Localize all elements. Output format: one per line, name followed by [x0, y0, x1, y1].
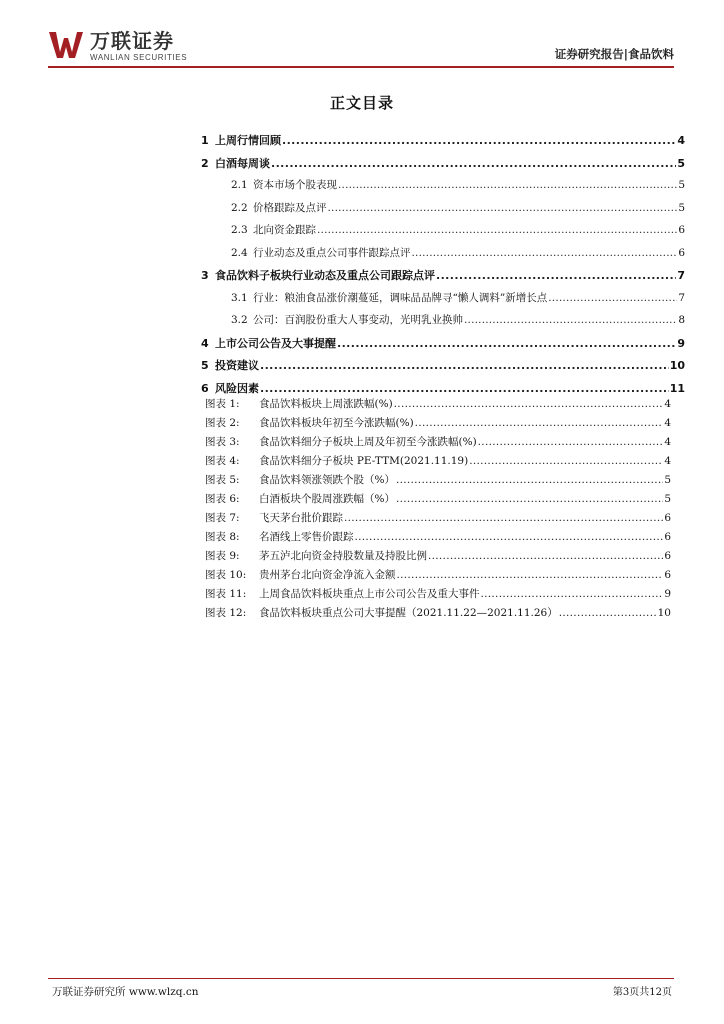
- toc-entry-title: 白酒每周谈: [215, 156, 270, 170]
- toc-entry[interactable]: [201, 290, 685, 313]
- figure-entry[interactable]: [205, 548, 671, 567]
- figure-entry-page: 5: [664, 474, 671, 486]
- toc-entry-number: 2.2: [231, 201, 248, 214]
- toc-entry-title: 资本市场个股表现: [253, 179, 337, 191]
- figure-entry[interactable]: [205, 510, 671, 529]
- toc-entry[interactable]: [201, 267, 685, 290]
- page-number: 第3页共12页: [612, 987, 672, 998]
- toc-entry-page: 9: [677, 336, 685, 350]
- table-of-contents: [201, 132, 685, 402]
- toc-entry-title: 上市公司公告及大事提醒: [215, 336, 336, 350]
- figure-entry[interactable]: [205, 453, 671, 472]
- toc-entry-number: 2.3: [231, 224, 248, 236]
- figure-entry-title: 名酒线上零售价跟踪: [259, 531, 354, 543]
- toc-entry-page: 6: [678, 224, 685, 236]
- toc-entry-number: 4: [201, 336, 209, 350]
- figure-entry-page: 6: [664, 550, 671, 562]
- toc-entry-page: 5: [678, 179, 685, 191]
- page-header: [48, 30, 674, 70]
- figure-entry-title: 食品饮料细分子板块上周及年初至今涨跌幅(%): [259, 436, 477, 448]
- figure-leader-dots: [396, 493, 663, 505]
- toc-entry-title: 公司：百润股份重大人事变动，光明乳业换帅: [253, 314, 463, 326]
- figure-leader-dots: [355, 531, 664, 543]
- figure-entry[interactable]: [205, 434, 671, 453]
- toc-leader-dots: [282, 134, 676, 147]
- toc-entry[interactable]: [201, 335, 685, 358]
- toc-entry-page: 7: [677, 269, 685, 282]
- figure-entry-page: 6: [664, 569, 671, 581]
- toc-entry[interactable]: [201, 200, 685, 223]
- toc-entry-title: 投资建议: [215, 359, 259, 372]
- figure-entry[interactable]: [205, 605, 671, 624]
- toc-entry-title: 食品饮料子板块行业动态及重点公司跟踪点评: [215, 269, 435, 282]
- figure-entry-label: 图表 4:: [205, 455, 240, 467]
- figure-entry-title: 飞天茅台批价跟踪: [259, 512, 343, 524]
- figure-entry-page: 4: [664, 455, 671, 467]
- toc-leader-dots: [412, 247, 678, 259]
- toc-entry-number: 3.1: [231, 291, 248, 304]
- toc-entry-page: 5: [678, 201, 685, 214]
- toc-entry-title: 行业：粮油食品涨价潮蔓延，调味品品牌寻“懒人调料”新增长点: [253, 291, 548, 304]
- toc-entry-title: 行业动态及重点公司事件跟踪点评: [253, 246, 411, 259]
- figure-entry-label: 图表 10:: [205, 569, 247, 581]
- toc-entry-number: 3.2: [231, 314, 248, 326]
- toc-entry-page: 10: [669, 359, 685, 372]
- wanlian-w-logo-icon: [48, 30, 84, 60]
- figure-entry-page: 9: [664, 588, 671, 600]
- report-category: 证券研究报告|食品饮料: [554, 47, 674, 61]
- figure-leader-dots: [481, 588, 664, 600]
- figure-entry-title: 食品饮料细分子板块 PE-TTM(2021.11.19): [259, 455, 469, 467]
- figure-leader-dots: [396, 474, 663, 486]
- figure-entry-title: 贵州茅台北向资金净流入金额: [259, 569, 396, 581]
- toc-leader-dots: [260, 359, 669, 372]
- figure-entry-title: 食品饮料板块年初至今涨跌幅(%): [259, 417, 414, 429]
- toc-entry-title: 北向资金跟踪: [253, 224, 316, 236]
- footer-divider: [48, 978, 674, 979]
- figure-leader-dots: [415, 417, 664, 429]
- figure-entry-label: 图表 3:: [205, 436, 240, 448]
- toc-leader-dots: [337, 337, 676, 350]
- figure-entry-label: 图表 2:: [205, 417, 240, 429]
- figure-entry-title: 白酒板块个股周涨跌幅（%）: [259, 493, 395, 505]
- figure-entry[interactable]: [205, 396, 671, 415]
- toc-entry-number: 1: [201, 134, 209, 147]
- toc-entry-number: 2.4: [231, 246, 248, 259]
- figure-entry-label: 图表 11:: [205, 588, 247, 600]
- figure-entry[interactable]: [205, 529, 671, 548]
- toc-entry-number: 3: [201, 269, 209, 282]
- figure-leader-dots: [344, 512, 663, 524]
- figure-leader-dots: [559, 607, 657, 619]
- figure-entry-page: 4: [664, 398, 671, 410]
- figure-entry-title: 食品饮料领涨领跌个股（%）: [259, 474, 395, 486]
- toc-entry-page: 7: [678, 291, 685, 304]
- figure-leader-dots: [394, 398, 664, 410]
- toc-entry-page: 4: [677, 134, 685, 147]
- toc-entry-number: 2: [201, 156, 209, 170]
- toc-entry-title: 上周行情回顾: [215, 134, 281, 147]
- toc-leader-dots: [436, 269, 676, 282]
- toc-entry[interactable]: [201, 357, 685, 380]
- toc-entry[interactable]: [201, 177, 685, 200]
- figure-leader-dots: [478, 436, 664, 448]
- toc-leader-dots: [328, 202, 678, 214]
- toc-leader-dots: [317, 224, 677, 236]
- figure-entry-page: 10: [657, 607, 671, 619]
- toc-leader-dots: [271, 157, 676, 170]
- toc-entry-page: 5: [677, 156, 685, 170]
- toc-entry[interactable]: [201, 312, 685, 335]
- figure-entry-page: 6: [664, 512, 671, 524]
- toc-entry[interactable]: [201, 245, 685, 268]
- figure-entry-label: 图表 12:: [205, 607, 247, 619]
- toc-leader-dots: [548, 292, 677, 304]
- logo-chinese-name: 万联证券: [90, 29, 174, 53]
- footer-institute: 万联证券研究所 www.wlzq.cn: [52, 986, 199, 998]
- figure-entry-page: 4: [664, 417, 671, 429]
- toc-entry-title: 风险因素: [215, 381, 259, 395]
- toc-entry[interactable]: [201, 132, 685, 155]
- figure-entry[interactable]: [205, 415, 671, 434]
- header-divider: [48, 66, 674, 68]
- figure-entry[interactable]: [205, 491, 671, 510]
- toc-entry-number: 2.1: [231, 179, 248, 191]
- figure-entry-label: 图表 9:: [205, 550, 240, 562]
- logo-english-name: WANLIAN SECURITIES: [90, 53, 188, 62]
- figure-entry-title: 食品饮料板块上周涨跌幅(%): [259, 398, 393, 410]
- page-title: 正文目录: [329, 94, 394, 112]
- toc-leader-dots: [464, 314, 677, 326]
- figure-entry-title: 茅五泸北向资金持股数量及持股比例: [259, 550, 427, 562]
- figure-leader-dots: [428, 550, 663, 562]
- figure-leader-dots: [397, 569, 664, 581]
- figure-entry-label: 图表 7:: [205, 512, 240, 524]
- figure-entry[interactable]: [205, 567, 671, 586]
- company-logo: [48, 30, 187, 62]
- figure-entry-label: 图表 6:: [205, 493, 240, 505]
- figure-entry-page: 6: [664, 531, 671, 543]
- toc-entry[interactable]: [201, 222, 685, 245]
- figure-list: [205, 396, 671, 624]
- toc-entry[interactable]: [201, 155, 685, 178]
- toc-entry-number: 5: [201, 359, 209, 372]
- figure-entry-label: 图表 1:: [205, 398, 240, 410]
- figure-leader-dots: [469, 455, 663, 467]
- figure-entry[interactable]: [205, 586, 671, 605]
- figure-entry[interactable]: [205, 472, 671, 491]
- toc-entry-page: 11: [669, 381, 685, 395]
- figure-entry-page: 4: [664, 436, 671, 448]
- figure-entry-page: 5: [664, 493, 671, 505]
- figure-entry-title: 上周食品饮料板块重点上市公司公告及重大事件: [259, 588, 480, 600]
- toc-entry-page: 8: [678, 314, 685, 326]
- figure-entry-title: 食品饮料板块重点公司大事提醒（2021.11.22—2021.11.26）: [259, 607, 558, 619]
- figure-entry-label: 图表 8:: [205, 531, 240, 543]
- toc-entry-page: 6: [678, 246, 685, 259]
- toc-entry-number: 6: [201, 381, 209, 395]
- toc-entry-title: 价格跟踪及点评: [253, 201, 327, 214]
- figure-entry-label: 图表 5:: [205, 474, 240, 486]
- toc-leader-dots: [260, 382, 669, 395]
- toc-leader-dots: [338, 179, 677, 191]
